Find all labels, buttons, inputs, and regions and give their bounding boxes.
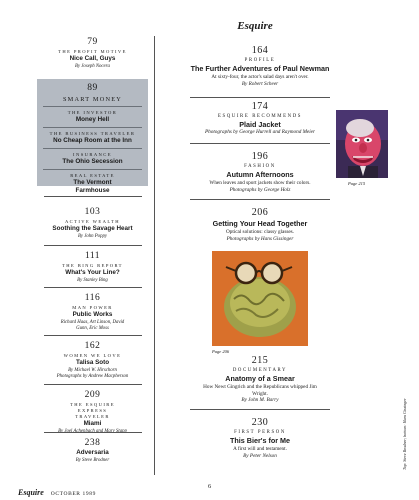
entry-title: Autumn Afternoons <box>226 170 294 179</box>
byline: By Joseph Nocera <box>75 64 110 69</box>
page-number: 174 <box>251 101 269 112</box>
entry-title: Adversaria <box>76 449 109 456</box>
kicker: ESQUIRE RECOMMENDS <box>217 114 303 119</box>
page-number: 162 <box>84 341 101 351</box>
entry-title: The Further Adventures of Paul Newman <box>190 64 330 73</box>
divider <box>43 106 142 107</box>
kicker: THE ESQUIRE EXPRESS TRAVELER <box>70 402 115 419</box>
divider <box>44 384 142 385</box>
page-number: 238 <box>84 438 101 448</box>
page-number: 215 <box>251 355 269 366</box>
description: At sixty-four, the actor's salad days aren't over. <box>211 74 309 80</box>
kicker: FASHION <box>244 164 276 169</box>
kicker: THE INVESTOR <box>67 110 118 115</box>
byline: By Stanley Bing <box>77 278 108 283</box>
toc-entry[interactable] <box>160 417 360 459</box>
footer <box>18 482 378 497</box>
toc-entry[interactable] <box>36 251 149 284</box>
page-number: 89 <box>87 83 98 93</box>
masthead-logo: Esquire <box>237 20 273 32</box>
entry-title: Soothing the Savage Heart <box>52 225 133 232</box>
byline: By Michael W. Hirschorn Photographs by Andrew Macpherson <box>56 368 129 380</box>
entry-title: Nice Call, Guys <box>69 55 116 62</box>
toc-entry[interactable] <box>160 151 360 193</box>
kicker: FIRST PERSON <box>234 430 286 435</box>
footer-logo: Esquire <box>18 488 44 497</box>
column-divider <box>154 36 155 475</box>
divider <box>44 335 142 336</box>
glasses-photo <box>212 251 308 346</box>
toc-entry[interactable] <box>36 37 149 70</box>
page-number: 164 <box>251 45 269 56</box>
kicker: WOMEN WE LOVE <box>63 353 122 358</box>
entry-title: Public Works <box>72 311 113 318</box>
description: When leaves and sport jackets show their colors. <box>209 180 311 186</box>
entry-title: The Vermont Farmhouse <box>73 179 112 194</box>
section-heading: SMART MONEY <box>62 96 123 103</box>
photo-credit: Top: Steve Brodner; bottom: Hans Gissinger <box>402 398 407 470</box>
kicker: MAN POWER <box>72 305 113 310</box>
byline: Photographs by Hans Gissinger <box>226 235 294 242</box>
divider <box>43 169 142 170</box>
footer-page-number: 6 <box>208 483 212 490</box>
byline: By Peter Nelson <box>243 452 277 459</box>
entry-title: Miami <box>83 420 102 427</box>
page-number: 206 <box>251 207 269 218</box>
caricature-illustration <box>336 110 388 178</box>
divider <box>43 148 142 149</box>
entry-title: Anatomy of a Smear <box>225 374 295 383</box>
byline: By Robert Scheer <box>241 80 279 87</box>
toc-entry[interactable] <box>36 390 149 435</box>
kicker: DOCUMENTARY <box>232 368 288 373</box>
toc-entry[interactable] <box>36 293 149 332</box>
divider <box>44 245 142 246</box>
byline: Richard Haas, Art Linson, David Gunn, Eric Moss <box>60 320 125 332</box>
kicker: ACTIVE WEALTH <box>64 219 121 224</box>
description: How Newt Gingrich and the Republicans whipped Jim Wright. <box>203 384 317 397</box>
toc-entry[interactable] <box>160 101 360 136</box>
footer-date: OCTOBER 1989 <box>50 491 96 497</box>
entry-title: Plaid Jacket <box>239 120 281 129</box>
divider <box>44 287 142 288</box>
toc-entry[interactable] <box>36 207 149 240</box>
divider <box>190 409 330 410</box>
entry-title: What's Your Line? <box>65 269 120 276</box>
byline: Photographs by George Holz <box>229 186 291 193</box>
kicker: INSURANCE <box>73 152 112 157</box>
divider <box>43 127 142 128</box>
description: A first will and testament. <box>233 446 287 452</box>
page-number: 230 <box>251 417 269 428</box>
smart-money-box <box>37 79 148 194</box>
byline: By John M. Barry <box>241 397 279 404</box>
entry-title: No Cheap Room at the Inn <box>53 137 132 144</box>
byline: Photographs by George Hurrell and Raymond Meier <box>205 129 315 135</box>
toc-entry[interactable] <box>160 207 360 242</box>
description: Optical solutions: classy glasses. <box>225 229 294 235</box>
divider <box>190 143 330 144</box>
kicker: PROFILE <box>244 58 276 63</box>
divider <box>44 196 142 197</box>
kicker: REAL ESTATE <box>70 173 115 178</box>
byline: By Steve Brodner <box>75 458 110 463</box>
entry-title: The Ohio Secession <box>62 158 123 165</box>
kicker: THE BING REPORT <box>62 263 123 268</box>
divider <box>190 199 330 200</box>
page-number: 103 <box>84 207 101 217</box>
toc-entry[interactable] <box>36 341 149 380</box>
entry-title: This Bier's for Me <box>229 436 291 445</box>
divider <box>44 432 142 433</box>
caricature-caption: Page 215 <box>348 181 366 186</box>
page-number: 111 <box>84 251 101 261</box>
toc-entry[interactable] <box>36 438 149 464</box>
page-number: 209 <box>84 390 101 400</box>
kicker: THE BUSINESS TRAVELER <box>49 131 136 136</box>
page-number: 196 <box>251 151 269 162</box>
entry-title: Money Hell <box>75 116 110 123</box>
entry-title: Talisa Soto <box>75 359 110 366</box>
kicker: THE PROFIT MOTIVE <box>58 49 127 54</box>
divider <box>190 97 330 98</box>
page-number: 79 <box>87 37 98 47</box>
page-number: 116 <box>84 293 101 303</box>
toc-entry[interactable] <box>160 45 360 87</box>
entry-title: Getting Your Head Together <box>212 219 308 228</box>
byline: By John Poppy <box>77 234 108 239</box>
toc-entry[interactable] <box>160 355 360 404</box>
glasses-caption: Page 206 <box>212 349 230 354</box>
